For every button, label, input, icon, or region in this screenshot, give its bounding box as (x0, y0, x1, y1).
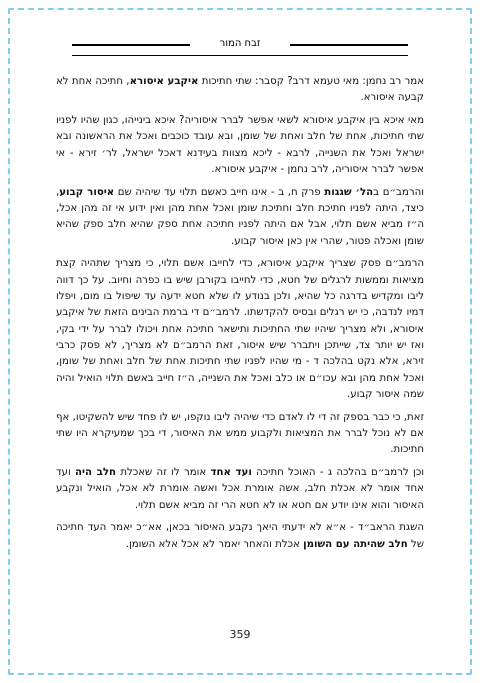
paragraph (56, 410, 424, 459)
body-text (56, 74, 424, 560)
text-run: זאת, כי כבר בספק זה די לו לאדם כדי שיהיה ליבו נוקפו, יש לו פחד שיש להשקיטו, אף אם לא נוכל לברר את המציאות ולקבוע ממש את האיסור, די בכך שמעיקרא היו שתי חתיכות. (56, 411, 424, 456)
text-run: פרק ח, ב - אינו חייב כאשם תלוי עד שיהיה שם (114, 186, 325, 198)
text-run: וכן לרמב״ם בהלכה ג - האוכל חתיכה (251, 467, 424, 479)
header-underline (72, 55, 408, 56)
text-run: השגת הראב״ד - א״א לא ידעתי היאך נקבע האיסור בכאן, אא״כ יאמר העד חתיכה של (56, 522, 424, 550)
bold-term: איקבע איסורא (129, 76, 199, 87)
paragraph (56, 256, 424, 403)
header-title: זבח המור (219, 38, 261, 49)
text-run: אכלת והאחר יאמר לא אכל אלא השומן. (125, 538, 304, 550)
page-number: 359 (229, 628, 251, 641)
bold-term: הל׳ שגגות (324, 186, 374, 198)
text-run: ועד אחד אומר לא אכלת חלב, אשה אומרת אכל ואשה אומרת לא אכל, הואיל ונקבע האיסור והוא אינו יודע אם חטא או לא חטא הרי זה מביא אשם תלוי. (56, 467, 424, 511)
text-run: מאי איכא בין איקבע איסורא לשאי אפשר לברר איסוריה? איכא בינייהו, כגון שהיו לפניו שתי חתיכות, אחת של חלב ואחת של שומן, ובא עובד כוכבים ואכל את הראשונה ובא ישראל ואכל את השנייה, לרבא - ליכא מצוות בעידנא דאכל ישראל, לר׳ זירא - אי אפשר לברר איסוריה, לרב נחמן - איקבע איסורא. (56, 115, 424, 175)
text-run: אומר לו זה שאכלת (116, 467, 211, 479)
bold-term: חלב היה (75, 467, 117, 479)
bold-term: ועד אחד (210, 467, 252, 479)
paragraph (56, 74, 424, 107)
text-run: , חתיכה אחת לא קבעה איסורא. (56, 76, 424, 104)
header-rule-right (290, 44, 408, 46)
text-run: , כיצד, היתה לפניו חתיכת חלב וחתיכת שומן ואכל אחת מהן ואין ידוע אי זה מהן אכל, ה״ז מביא אשם תלוי, אבל אם היתה לפניו חתיכה אחת ספק שהיא חלב ספק שהיא שומן ואכלה פטור, שהרי אין כאן איסור קבוע. (56, 186, 424, 247)
paragraph (56, 520, 424, 553)
bold-term: איסור קבוע (59, 186, 115, 198)
text-run: והרמב״ם ב (373, 186, 425, 198)
bold-term: חלב שהיתה עם השומן (303, 538, 408, 550)
text-run: אמר רב נחמן: מאי טעמא דרב? קסבר: שתי חתיכות (198, 76, 425, 87)
text-run: הרמב״ם פסק שצריך איקבע איסורא, כדי לחייבו אשם תלוי, כי מצריך שתהיה קצת מציאות וממשות לרגלים של חטא, כדי לחייבו בקורבן שיש בו כפרה וחיוב. על כך דווה ליבו ומקדיש בדרגה כל שהיא, ולכן בנודע לו שלא חטא ידעה עד שיפול בו מום, ויפלו דמיו לנדבה, כי יש רגלים ובסיס להקדשתו. לרמב״ם די ברמת הבינים הזאת של איקבע איסורא, ולא מצריך שיהיו שתי החתיכות ותישאר חתיכה אחת ויכולו לברר על ידי בקי, ואז יש יותר צד, שייתכן ויתברר שיש איסור, זאת הרמב״ם לא מצריך, לא פסק כרבי זירא, אלא נקט בהלכה ד - מי שהיו לפניו שתי חתיכות אחת של חלב ואחת של שומן, ואכל אחת מהן ובא עכו״ם או כלב ואכל את השנייה, ה״ז חייב באשם תלוי הואיל והיה שמה איסור קבוע. (56, 258, 424, 400)
paragraph (56, 113, 424, 178)
running-header (72, 36, 408, 52)
paragraph (56, 185, 424, 250)
paragraph (56, 465, 424, 514)
